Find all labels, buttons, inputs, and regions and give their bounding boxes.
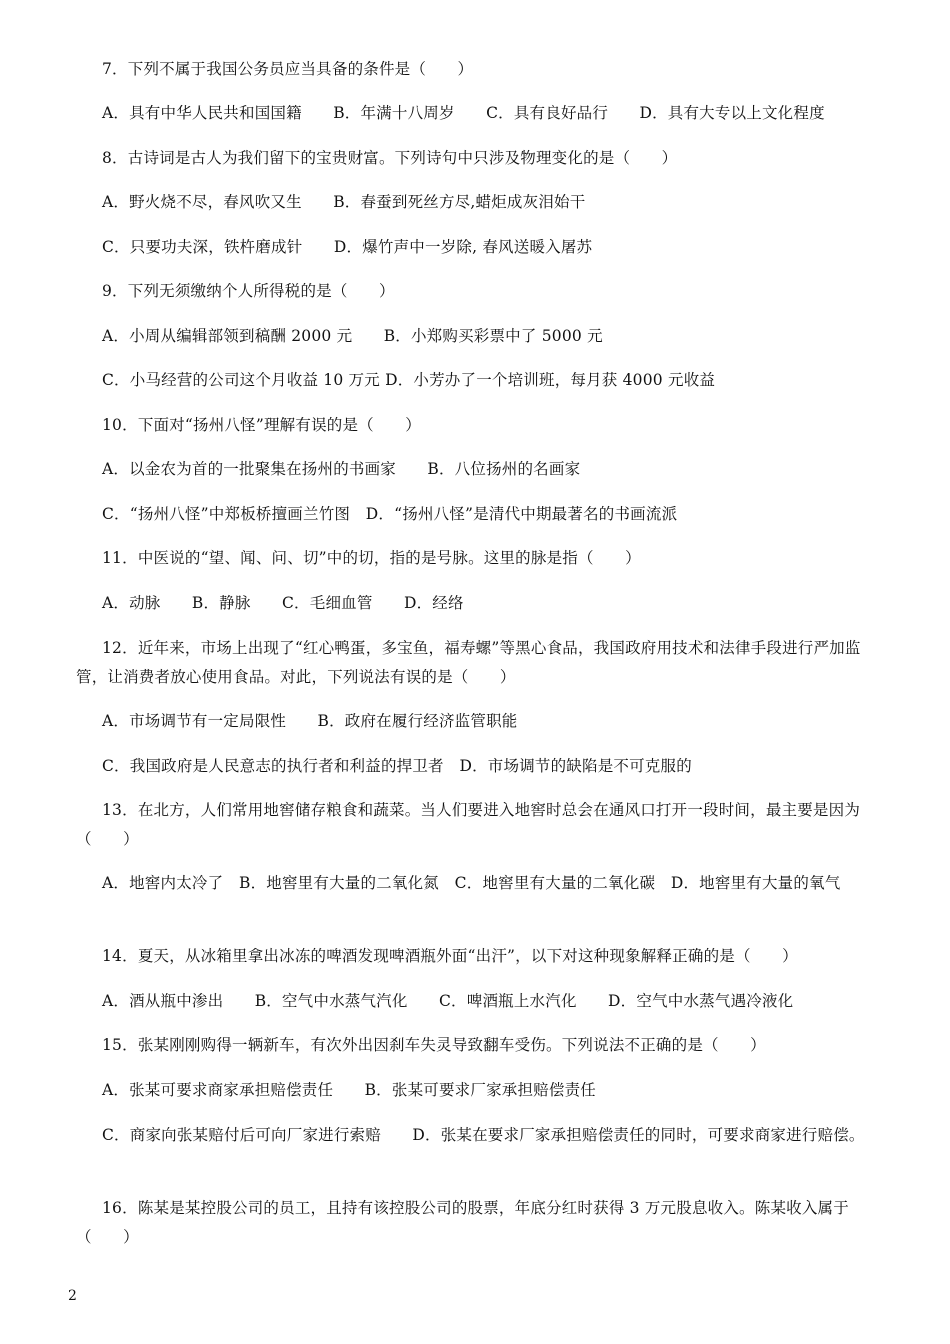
question-7-stem: 7．下列不属于我国公务员应当具备的条件是（ ） xyxy=(102,60,474,78)
question-12-stem: 12．近年来，市场上出现了“红心鸭蛋，多宝鱼，福寿螺”等黑心食品，我国政府用技术和法律手段进行严加监管，让消费者放心使用食品。对此，下列说法有误的是（ ） xyxy=(76,639,861,686)
question-8-stem: 8．古诗词是古人为我们留下的宝贵财富。下列诗句中只涉及物理变化的是（ ） xyxy=(102,149,678,167)
question-11-options: A．动脉 B．静脉 C．毛细血管 D．经络 xyxy=(102,594,464,612)
question-8-options-cd: C．只要功夫深，铁杵磨成针 D．爆竹声中一岁除, 春风送暖入屠苏 xyxy=(102,238,593,256)
question-13-options: A．地窖内太冷了 B．地窖里有大量的二氧化氮 C．地窖里有大量的二氧化碳 D．地窖里有大量的氧气 xyxy=(102,874,841,892)
question-16-stem: 16．陈某是某控股公司的员工，且持有该控股公司的股票，年底分红时获得 3 万元股息收入。陈某收入属于（ ） xyxy=(76,1199,849,1246)
question-9-stem: 9．下列无须缴纳个人所得税的是（ ） xyxy=(102,282,395,300)
question-9-options-cd: C．小马经营的公司这个月收益 10 万元 D．小芳办了一个培训班，每月获 4000 元收益 xyxy=(102,371,716,389)
question-8-options-ab: A．野火烧不尽，春风吹又生 B．春蚕到死丝方尽,蜡炬成灰泪始干 xyxy=(102,193,586,211)
question-11-stem: 11．中医说的“望、闻、问、切”中的切，指的是号脉。这里的脉是指（ ） xyxy=(102,549,641,567)
question-15-stem: 15．张某刚刚购得一辆新车，有次外出因刹车失灵导致翻车受伤。下列说法不正确的是（ ） xyxy=(102,1036,766,1054)
question-9-options-ab: A．小周从编辑部领到稿酬 2000 元 B．小郑购买彩票中了 5000 元 xyxy=(102,327,603,345)
question-10-stem: 10．下面对“扬州八怪”理解有误的是（ ） xyxy=(102,416,421,434)
question-14-stem: 14．夏天，从冰箱里拿出冰冻的啤酒发现啤酒瓶外面“出汗”，以下对这种现象解释正确的是（ ） xyxy=(102,947,798,965)
question-10-options-ab: A．以金农为首的一批聚集在扬州的书画家 B．八位扬州的名画家 xyxy=(102,460,581,478)
question-10-options-cd: C．“扬州八怪”中郑板桥擅画兰竹图 D．“扬州八怪”是清代中期最著名的书画流派 xyxy=(102,505,678,523)
question-13-stem: 13．在北方，人们常用地窖储存粮食和蔬菜。当人们要进入地窖时总会在通风口打开一段时间，最主要是因为（ ） xyxy=(76,801,861,848)
question-14-options: A．酒从瓶中渗出 B．空气中水蒸气汽化 C．啤酒瓶上水汽化 D．空气中水蒸气遇冷液化 xyxy=(102,992,794,1010)
question-7-options: A．具有中华人民共和国国籍 B．年满十八周岁 C．具有良好品行 D．具有大专以上文化程度 xyxy=(102,104,825,122)
question-12-options-ab: A．市场调节有一定局限性 B．政府在履行经济监管职能 xyxy=(102,712,518,730)
question-15-options-ab: A．张某可要求商家承担赔偿责任 B．张某可要求厂家承担赔偿责任 xyxy=(102,1081,596,1099)
question-15-options-cd: C．商家向张某赔付后可向厂家进行索赔 D．张某在要求厂家承担赔偿责任的同时，可要求商家进行赔偿。 xyxy=(102,1126,865,1144)
question-12-options-cd: C．我国政府是人民意志的执行者和利益的捍卫者 D．市场调节的缺陷是不可克服的 xyxy=(102,757,692,775)
page-number: 2 xyxy=(68,1288,77,1304)
